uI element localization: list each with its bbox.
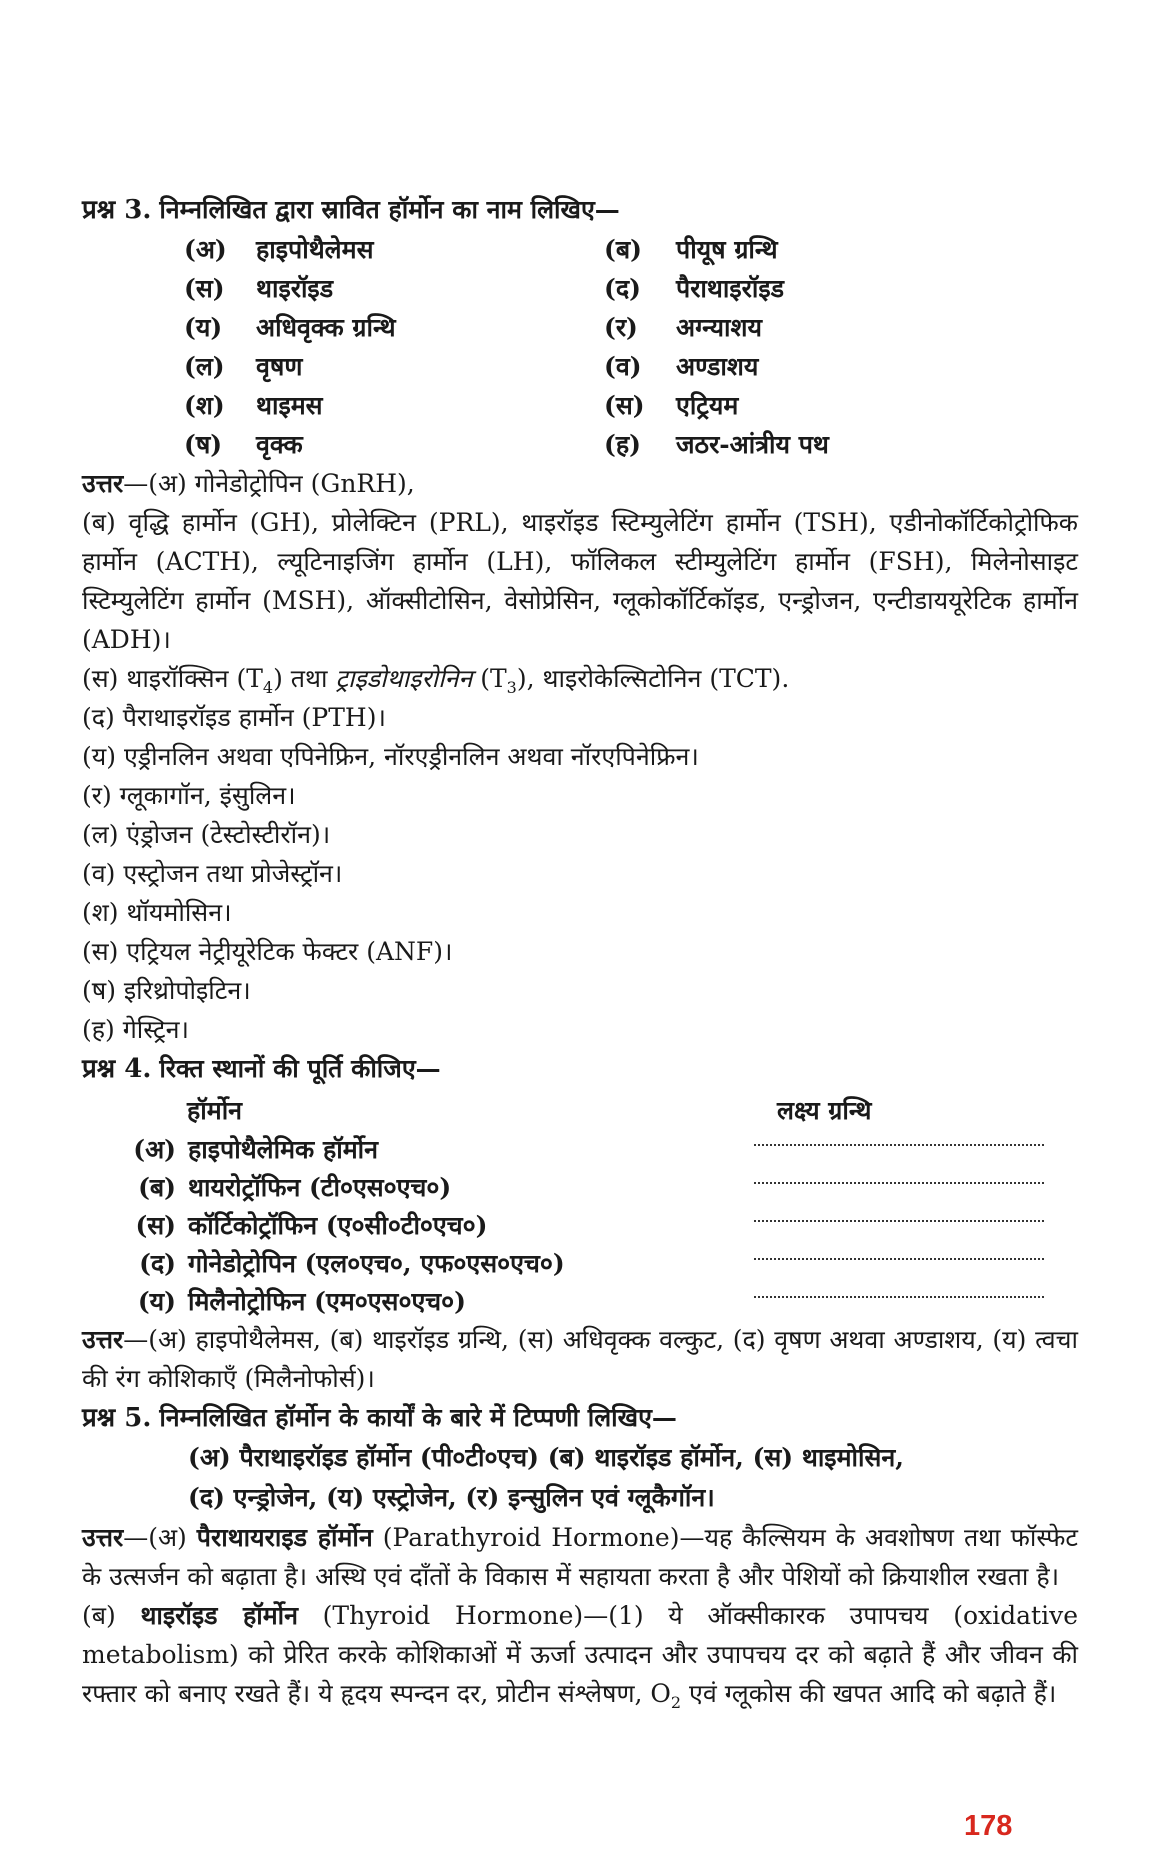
option-marker: (श) bbox=[184, 391, 225, 420]
subscript: 4 bbox=[262, 678, 274, 697]
option-text: थाइरॉइड bbox=[256, 274, 334, 303]
question-3-options bbox=[184, 230, 1078, 464]
answer-item: (व) एस्ट्रोजन तथा प्रोजेस्ट्रॉन। bbox=[82, 859, 343, 888]
answer-item: (स) एट्रियल नेट्रीयूरेटिक फेक्टर (ANF)। bbox=[82, 937, 453, 966]
option-marker: (द) bbox=[604, 274, 641, 303]
question-5-label: प्रश्न 5. bbox=[82, 1403, 152, 1433]
row-text: गोनेडोट्रोपिन (एल०एच०, एफ०एस०एच०) bbox=[188, 1249, 565, 1278]
answer-item: (श) थॉयमोसिन। bbox=[82, 898, 232, 927]
answer-label: उत्तर bbox=[82, 469, 124, 498]
option-marker: (स) bbox=[604, 391, 645, 420]
question-5-prompt: निम्नलिखित हॉर्मोन के कार्यों के बारे में टिप्पणी लिखिए— bbox=[159, 1403, 677, 1432]
row-marker: (य) bbox=[137, 1287, 176, 1316]
option bbox=[184, 386, 604, 425]
answer-item: (ल) एंड्रोजन (टेस्टोस्टीरॉन)। bbox=[82, 820, 331, 849]
option bbox=[184, 230, 604, 269]
blank-field[interactable] bbox=[754, 1282, 1044, 1298]
question-5 bbox=[82, 1398, 1078, 1438]
blank-field[interactable] bbox=[754, 1244, 1044, 1260]
option-marker: (ब) bbox=[604, 235, 642, 264]
option-text: अण्डाशय bbox=[676, 352, 759, 381]
answer-item: (र) ग्लूकागॉन, इंसुलिन। bbox=[82, 781, 296, 810]
options-row bbox=[184, 269, 1078, 308]
fill-row bbox=[114, 1130, 1078, 1168]
option-text: थाइमस bbox=[256, 391, 323, 420]
question-3-answer-b: (ब) वृद्धि हार्मोन (GH), प्रोलेक्टिन (PRL), थाइरॉइड स्टिम्युलेटिंग हार्मोन (TSH), एडीनोकॉर्टिकोट्रोफिक हार्मोन (ACTH), ल्यूटिनाइजिंग हार्मोन (LH), फॉलिकल स्टीम्युलेटिंग हार्मोन (FSH), मिलेनोसाइट स्टिम्युलेटिंग हार्मोन (MSH), ऑक्सीटोसिन, वेसोप्रेसिन, ग्लूकोकॉर्टिकॉइड, एन्ड्रोजन, एन्टीडाययूरेटिक हार्मोन (ADH)। bbox=[82, 508, 1078, 654]
page-number: 178 bbox=[964, 1810, 1013, 1842]
option-marker: (अ) bbox=[184, 235, 227, 264]
option-text: पीयूष ग्रन्थि bbox=[676, 235, 778, 264]
fill-row bbox=[114, 1282, 1078, 1320]
option-text: जठर-आंत्रीय पथ bbox=[676, 430, 829, 459]
question-3-answer-list bbox=[82, 698, 1078, 1049]
answer-text-italic: ट्राइडोथाइरोनिन bbox=[335, 664, 473, 693]
row-text: मिलैनोट्रोफिन (एम०एस०एच०) bbox=[188, 1287, 466, 1316]
question-3-prompt: निम्नलिखित द्वारा स्रावित हॉर्मोन का नाम लिखिए— bbox=[159, 195, 620, 224]
option-text: हाइपोथैलेमस bbox=[256, 235, 374, 264]
option bbox=[184, 269, 604, 308]
option bbox=[604, 347, 1024, 386]
question-5-sub-line: (अ) पैराथाइरॉइड हॉर्मोन (पी०टी०एच) (ब) थाइरॉइड हॉर्मोन, (स) थाइमोसिन, bbox=[188, 1443, 904, 1472]
question-4-label: प्रश्न 4. bbox=[82, 1054, 152, 1084]
fill-row bbox=[114, 1244, 1078, 1282]
answer-text: —(अ) गोनेडोट्रोपिन (GnRH), bbox=[123, 469, 415, 498]
question-3-answer-s bbox=[82, 659, 1078, 698]
answer-text: (Parathyroid Hormone)—यह कैल्सियम के अवशोषण तथा फॉस्फेट के उत्सर्जन को बढ़ाता है। अस्थि एवं दाँतों के विकास में सहायता करता है और पेशियों को क्रियाशील रखता है। bbox=[82, 1523, 1078, 1591]
option bbox=[604, 425, 1024, 464]
answer-marker: (ब) bbox=[82, 1601, 141, 1630]
answer-item: (य) एड्रीनलिन अथवा एपिनेफ्रिन, नॉरएड्रीनलिन अथवा नॉरएपिनेफ्रिन। bbox=[82, 742, 699, 771]
option-text: अधिवृक्क ग्रन्थि bbox=[256, 313, 396, 342]
row-marker: (स) bbox=[135, 1211, 176, 1240]
subscript: 3 bbox=[506, 678, 517, 697]
answer-item: (द) पैराथाइरॉइड हार्मोन (PTH)। bbox=[82, 703, 386, 732]
row-marker: (ब) bbox=[138, 1173, 176, 1202]
column-header-target: लक्ष्य ग्रन्थि bbox=[777, 1096, 872, 1125]
option-text: वृषण bbox=[256, 352, 303, 381]
option bbox=[604, 230, 1024, 269]
question-5-answer-a bbox=[82, 1518, 1078, 1596]
option bbox=[184, 347, 604, 386]
answer-text: ) तथा bbox=[273, 664, 336, 693]
question-4-answer bbox=[82, 1320, 1078, 1398]
question-3 bbox=[82, 190, 1078, 230]
question-3-answer-a bbox=[82, 464, 1078, 503]
option-marker: (ल) bbox=[184, 352, 225, 381]
blank-field[interactable] bbox=[754, 1206, 1044, 1222]
row-marker: (द) bbox=[139, 1249, 176, 1278]
row-text: कॉर्टिकोट्रॉफिन (ए०सी०टी०एच०) bbox=[188, 1211, 488, 1240]
option-text: एट्रियम bbox=[676, 391, 739, 420]
answer-label: उत्तर bbox=[82, 1523, 124, 1552]
option-text: वृक्क bbox=[256, 430, 303, 459]
answer-term: पैराथायराइड हॉर्मोन bbox=[196, 1523, 373, 1552]
option bbox=[604, 269, 1024, 308]
question-3-label: प्रश्न 3. bbox=[82, 195, 152, 225]
answer-item: (ह) गेस्ट्रिन। bbox=[82, 1015, 189, 1044]
row-text: थायरोट्रॉफिन (टी०एस०एच०) bbox=[188, 1173, 452, 1202]
option-marker: (ह) bbox=[604, 430, 641, 459]
option-marker: (स) bbox=[184, 274, 225, 303]
fill-row bbox=[114, 1168, 1078, 1206]
fill-table-header bbox=[187, 1091, 1078, 1130]
options-row bbox=[184, 308, 1078, 347]
page-content bbox=[82, 190, 1078, 1713]
answer-term: थाइरॉइड हॉर्मोन bbox=[140, 1601, 298, 1630]
answer-text: —(अ) bbox=[123, 1523, 197, 1552]
options-row bbox=[184, 347, 1078, 386]
answer-text: ), थाइरोकेल्सिटोनिन (TCT). bbox=[516, 664, 790, 693]
answer-text: (T bbox=[472, 664, 507, 693]
answer-label: उत्तर bbox=[82, 1325, 124, 1354]
answer-text: (स) थाइरॉक्सिन (T bbox=[82, 664, 263, 693]
option bbox=[604, 308, 1024, 347]
option bbox=[604, 386, 1024, 425]
question-5-sub-line: (द) एन्ड्रोजेन, (य) एस्ट्रोजेन, (र) इन्सुलिन एवं ग्लूकैगॉन। bbox=[188, 1483, 715, 1512]
question-5-answer-b bbox=[82, 1596, 1078, 1713]
blank-field[interactable] bbox=[754, 1168, 1044, 1184]
options-row bbox=[184, 230, 1078, 269]
option bbox=[184, 425, 604, 464]
answer-text: (Thyroid Hormone)—(1) ये ऑक्सीकारक उपापचय (oxidative metabolism) को प्रेरित करके कोशिकाओं में ऊर्जा उत्पादन और उपापचय दर को बढ़ाते हैं और जीवन की रफ्तार को बनाए रखते हैं। ये हृदय स्पन्दन दर, प्रोटीन संश्लेषण, O bbox=[82, 1601, 1078, 1708]
option-marker: (ष) bbox=[184, 430, 223, 459]
row-marker: (अ) bbox=[133, 1135, 176, 1164]
question-4-prompt: रिक्त स्थानों की पूर्ति कीजिए— bbox=[159, 1054, 441, 1083]
options-row bbox=[184, 425, 1078, 464]
option-marker: (र) bbox=[604, 313, 638, 342]
answer-text: एवं ग्लूकोस की खपत आदि को बढ़ाते हैं। bbox=[681, 1679, 1057, 1708]
fill-row bbox=[114, 1206, 1078, 1244]
answer-item: (ष) इरिथ्रोपोइटिन। bbox=[82, 976, 251, 1005]
option-marker: (य) bbox=[184, 313, 223, 342]
question-4 bbox=[82, 1049, 1078, 1089]
subscript: 2 bbox=[670, 1693, 682, 1712]
option bbox=[184, 308, 604, 347]
option-text: पैराथाइरॉइड bbox=[676, 274, 784, 303]
column-header-hormone: हॉर्मोन bbox=[187, 1096, 243, 1125]
blank-field[interactable] bbox=[754, 1130, 1044, 1146]
options-row bbox=[184, 386, 1078, 425]
answer-text: —(अ) हाइपोथैलेमस, (ब) थाइरॉइड ग्रन्थि, (स) अधिवृक्क वल्कुट, (द) वृषण अथवा अण्डाशय, (य) त्वचा की रंग कोशिकाएँ (मिलैनोफोर्स)। bbox=[82, 1325, 1078, 1393]
option-text: अग्न्याशय bbox=[676, 313, 762, 342]
row-text: हाइपोथैलेमिक हॉर्मोन bbox=[188, 1135, 379, 1164]
option-marker: (व) bbox=[604, 352, 642, 381]
